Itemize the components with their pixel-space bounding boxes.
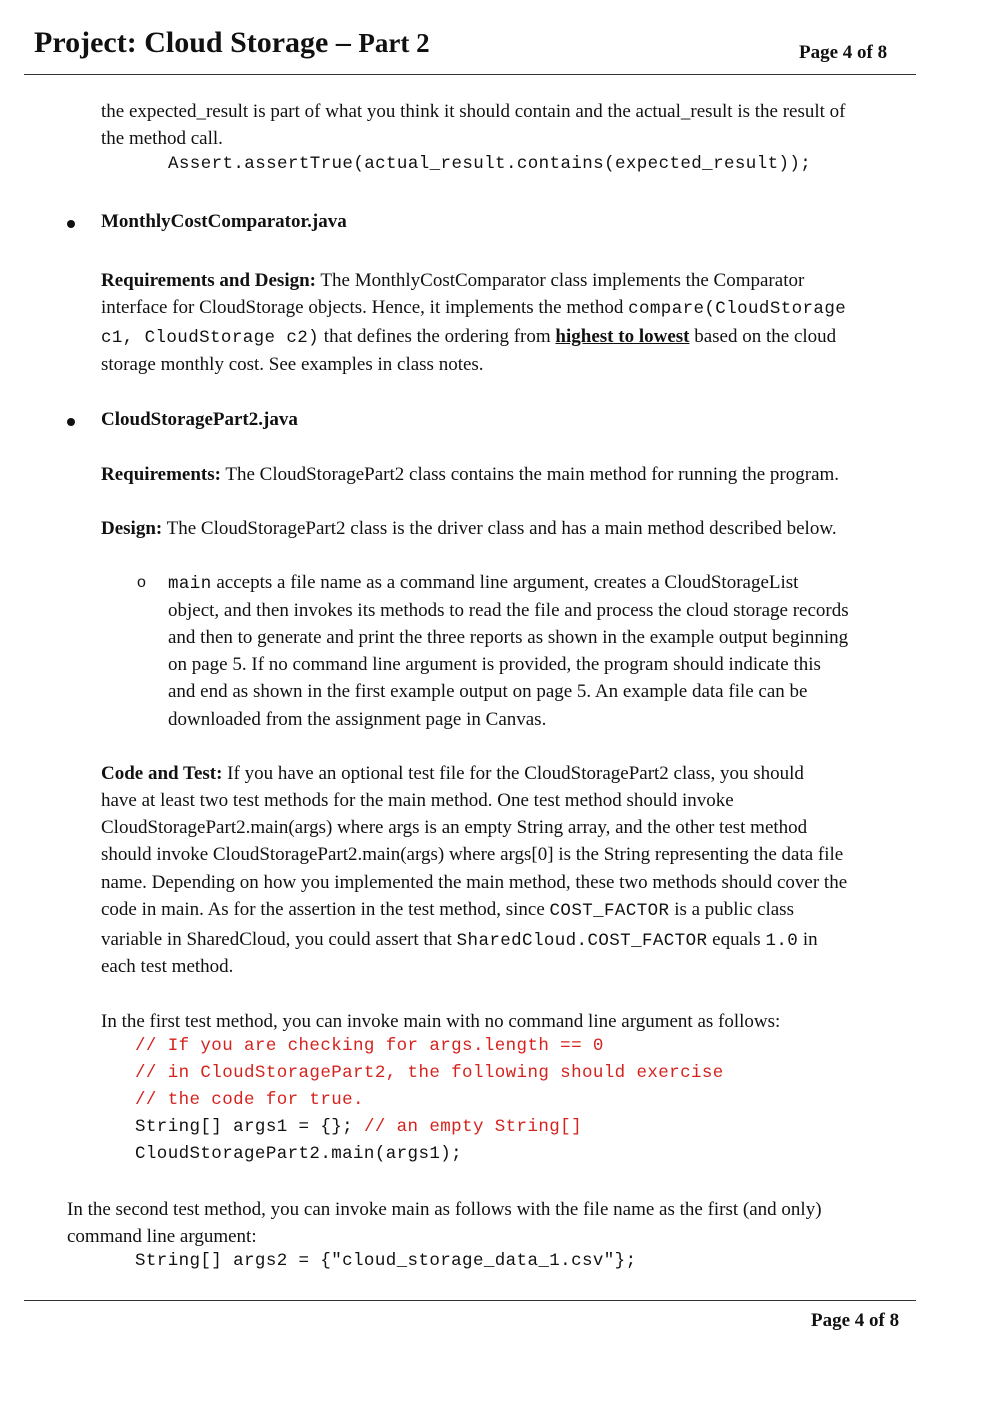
codetest-line-8: each test method. <box>101 956 234 977</box>
codetest-line-2: have at least two test methods for the main method. One test method should invoke <box>101 790 734 811</box>
comparator-text-3: that defines the ordering from <box>319 326 556 347</box>
comparator-heading: MonthlyCostComparator.java <box>101 211 347 232</box>
codetest-label: Code and Test: <box>101 763 223 784</box>
args1-comment: // an empty String[] <box>363 1117 582 1137</box>
codetest-line-4: should invoke CloudStoragePart2.main(args) where args[0] is the String representing the data file <box>101 844 844 865</box>
comparator-line-3 <box>101 323 836 352</box>
value-code: 1.0 <box>765 931 799 951</box>
requirements-label: Requirements: <box>101 464 221 485</box>
ordering-emphasis: highest to lowest <box>555 326 690 347</box>
bullet-icon <box>67 418 75 426</box>
header-page-number: Page 4 of 8 <box>799 42 888 63</box>
main-line-4: on page 5. If no command line argument is provided, the program should indicate this <box>168 654 821 675</box>
comparator-line-1 <box>101 267 804 294</box>
title-main: Project: Cloud Storage <box>34 26 329 59</box>
requirements-line <box>101 461 839 488</box>
intro-line-2: the method call. <box>101 128 223 149</box>
shared-cloud-cost-factor-code: SharedCloud.COST_FACTOR <box>456 931 708 951</box>
main-line-6: downloaded from the assignment page in Canvas. <box>168 709 547 730</box>
second-test-line-2: command line argument: <box>67 1226 257 1247</box>
design-line <box>101 515 837 542</box>
comparator-line-4: storage monthly cost. See examples in class notes. <box>101 354 484 375</box>
compare-params-code: c1, CloudStorage c2) <box>101 328 320 348</box>
footer-rule <box>24 1300 916 1301</box>
codetest-text-6a: code in main. As for the assertion in the test method, since <box>101 899 550 920</box>
codetest-line-6 <box>101 896 794 925</box>
codetest-line-5: name. Depending on how you implemented the main method, these two methods should cover the <box>101 872 848 893</box>
code-args2-line: String[] args2 = {"cloud_storage_data_1.csv"}; <box>135 1251 637 1271</box>
intro-line-1: the expected_result is part of what you think it should contain and the actual_result is the result of <box>101 101 846 122</box>
codetest-text-7c: in <box>798 929 818 950</box>
comparator-text-2: interface for CloudStorage objects. Hence, it implements the method <box>101 297 629 318</box>
comparator-text-1: The MonthlyCostComparator class implements the Comparator <box>316 270 805 291</box>
code-comment-1: // If you are checking for args.length == 0 <box>135 1036 604 1056</box>
cost-factor-code: COST_FACTOR <box>549 901 670 921</box>
codetest-text-6b: is a public class <box>669 899 794 920</box>
codetest-line-3: CloudStoragePart2.main(args) where args is an empty String array, and the other test method <box>101 817 808 838</box>
header-rule <box>24 74 916 75</box>
compare-signature-code: compare(CloudStorage <box>628 299 847 319</box>
comparator-label: Requirements and Design: <box>101 270 316 291</box>
comparator-text-4: based on the cloud <box>689 326 837 347</box>
design-text: The CloudStoragePart2 class is the driver class and has a main method described below. <box>162 518 837 539</box>
main-line-5: and end as shown in the first example output on page 5. An example data file can be <box>168 681 808 702</box>
main-line-2: object, and then invokes its methods to read the file and process the cloud storage records <box>168 600 849 621</box>
second-test-line-1: In the second test method, you can invoke main as follows with the file name as the first (and only) <box>67 1199 822 1220</box>
sub-bullet-icon: o <box>137 574 146 591</box>
args1-code: String[] args1 = {}; <box>135 1117 364 1137</box>
title-part: Part 2 <box>358 28 430 58</box>
footer-page-number: Page 4 of 8 <box>811 1310 900 1331</box>
requirements-text: The CloudStoragePart2 class contains the main method for running the program. <box>220 464 840 485</box>
codetest-line-1 <box>101 760 804 787</box>
main-line-3: and then to generate and print the three reports as shown in the example output beginning <box>168 627 849 648</box>
code-comment-3: // the code for true. <box>135 1090 364 1110</box>
codetest-text-1: If you have an optional test file for the CloudStoragePart2 class, you should <box>222 763 804 784</box>
bullet-icon <box>67 220 75 228</box>
part2-heading: CloudStoragePart2.java <box>101 409 298 430</box>
title-dash: – <box>328 26 359 59</box>
codetest-line-7 <box>101 926 818 955</box>
codetest-text-7a: variable in SharedCloud, you could assert that <box>101 929 457 950</box>
code-args1-line <box>135 1117 582 1137</box>
main-line-1 <box>168 569 798 598</box>
page-title <box>34 26 430 60</box>
design-label: Design: <box>101 518 163 539</box>
codetest-text-7b: equals <box>707 929 766 950</box>
main-code: main <box>168 574 212 594</box>
first-test-intro: In the first test method, you can invoke main with no command line argument as follows: <box>101 1011 781 1032</box>
assert-code: Assert.assertTrue(actual_result.contains(expected_result)); <box>168 154 812 174</box>
code-main-call: CloudStoragePart2.main(args1); <box>135 1144 463 1164</box>
code-comment-2: // in CloudStoragePart2, the following should exercise <box>135 1063 724 1083</box>
comparator-line-2 <box>101 294 846 323</box>
main-text-1: accepts a file name as a command line argument, creates a CloudStorageList <box>211 572 799 593</box>
